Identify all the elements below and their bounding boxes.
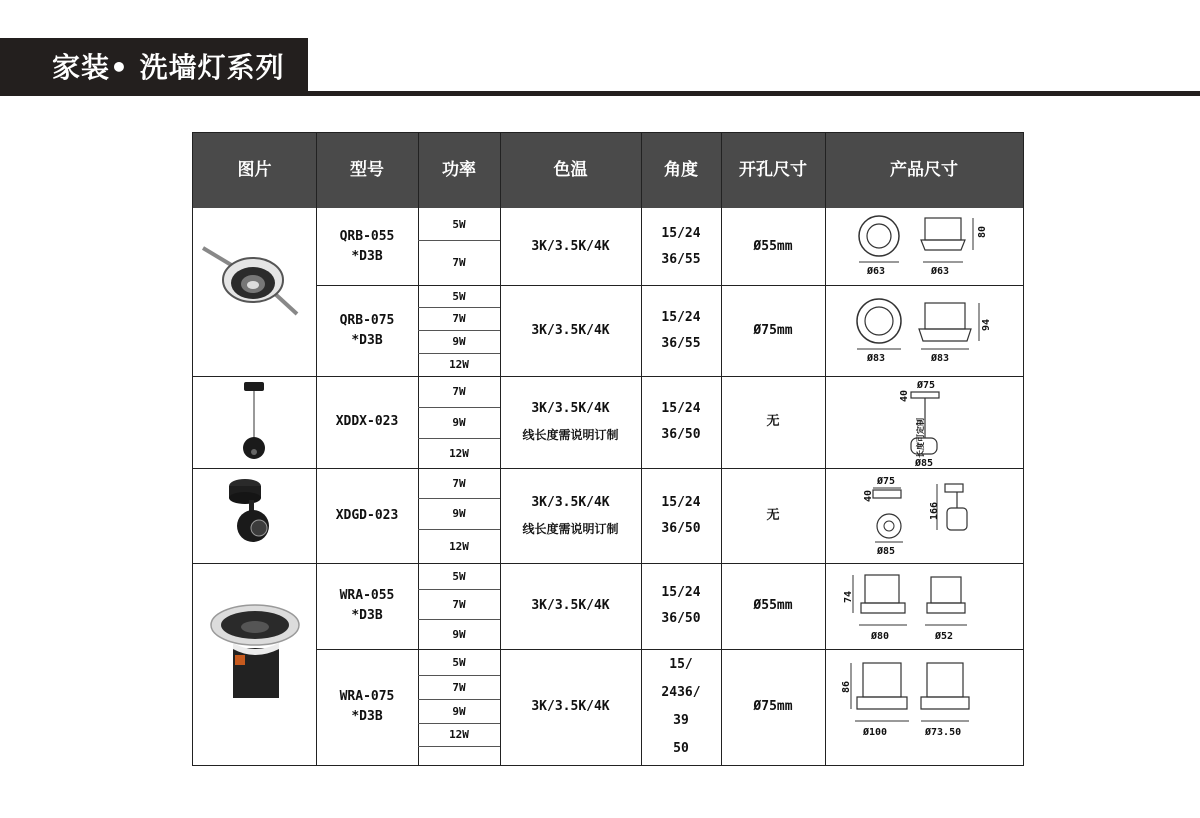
dim-label: Ø85 <box>877 546 896 557</box>
color-temp-cell <box>500 376 641 468</box>
dimension-drawing-qrb055 <box>825 208 1023 285</box>
angle-value: 36/50 <box>661 611 701 626</box>
watt-value: 7W <box>452 385 466 398</box>
color-temp-cell: 3K/3.5K/4K <box>531 699 610 714</box>
dimension-drawing-wra075 <box>825 649 1023 765</box>
col-header-angle: 角度 <box>664 160 698 180</box>
model-code: QRB-055 <box>339 228 395 244</box>
watt-value: 5W <box>452 655 466 669</box>
watt-value: 9W <box>452 507 466 520</box>
product-photo-wra <box>193 563 316 765</box>
watt-value: 7W <box>452 597 466 611</box>
dim-label: 80 <box>977 225 988 238</box>
angle-value: 36/50 <box>661 427 701 442</box>
dim-label: 40 <box>863 489 874 502</box>
watt-value: 9W <box>452 627 466 641</box>
model-suffix: *D3B <box>351 608 383 623</box>
dim-label: Ø75 <box>877 476 896 487</box>
dim-label: Ø73.50 <box>925 727 962 738</box>
dim-label: Ø63 <box>931 266 950 277</box>
dim-label: Ø52 <box>935 631 954 642</box>
table-header <box>193 133 1023 208</box>
model-cell <box>316 649 418 765</box>
cutout-cell: Ø75mm <box>753 699 793 714</box>
watt-value: 5W <box>452 289 466 303</box>
dim-label: Ø75 <box>917 380 936 391</box>
page-title: 家装• 洗墙灯系列 <box>52 51 285 84</box>
product-photo-qrb <box>193 208 316 376</box>
angle-value: 15/ <box>669 657 693 672</box>
angle-value: 36/55 <box>661 335 701 351</box>
watt-value: 7W <box>452 256 466 269</box>
angle-cell <box>641 649 721 765</box>
dimension-drawing-qrb075 <box>825 285 1023 376</box>
spec-table <box>192 132 1024 766</box>
watt-value: 7W <box>452 312 466 325</box>
angle-cell <box>641 285 721 376</box>
model-cell <box>316 208 418 285</box>
header-rule <box>0 91 1200 96</box>
dim-label: Ø80 <box>871 631 890 642</box>
cutout-cell: 无 <box>766 414 780 429</box>
dim-label: 86 <box>841 680 852 693</box>
cutout-cell: 无 <box>766 507 780 523</box>
dim-label: 94 <box>981 318 992 331</box>
model-code: WRA-075 <box>339 689 395 704</box>
model-suffix: *D3B <box>351 709 383 724</box>
angle-value: 15/24 <box>661 225 701 241</box>
color-temp-cell: 3K/3.5K/4K <box>531 598 610 613</box>
model-cell <box>316 285 418 376</box>
angle-value: 15/24 <box>661 494 701 510</box>
col-header-model: 型号 <box>350 160 384 180</box>
col-header-dimensions: 产品尺寸 <box>890 160 958 180</box>
angle-value: 36/50 <box>661 520 701 536</box>
color-temp-cell <box>500 468 641 563</box>
model-suffix: *D3B <box>351 248 383 264</box>
dim-label: Ø83 <box>931 353 950 364</box>
angle-value: 15/24 <box>661 401 701 416</box>
dim-label: Ø85 <box>915 458 934 469</box>
col-header-cutout: 开孔尺寸 <box>739 160 807 180</box>
angle-cell <box>641 208 721 285</box>
watt-value: 5W <box>452 217 466 231</box>
watt-value: 9W <box>452 704 466 718</box>
color-temp-cell: 3K/3.5K/4K <box>531 322 610 338</box>
model-cell: XDGD-023 <box>335 507 399 523</box>
model-cell <box>316 563 418 649</box>
cutout-cell: Ø75mm <box>753 322 793 338</box>
watt-value: 12W <box>449 446 469 460</box>
watt-value <box>418 746 500 765</box>
cutout-cell: Ø55mm <box>753 598 793 613</box>
angle-value: 36/55 <box>661 251 701 267</box>
col-header-image: 图片 <box>237 160 272 180</box>
angle-value: 39 <box>673 713 689 728</box>
dimension-drawing-wra055 <box>825 563 1023 649</box>
dim-label: 40 <box>899 389 910 402</box>
color-temp-cell: 3K/3.5K/4K <box>531 238 610 254</box>
angle-value: 15/24 <box>661 585 701 600</box>
watt-value: 7W <box>452 476 466 490</box>
dim-label: 166 <box>929 501 940 520</box>
angle-cell <box>641 376 721 468</box>
dimension-drawing-xddx <box>825 376 1023 468</box>
model-code: WRA-055 <box>339 588 395 603</box>
angle-value: 50 <box>673 741 689 756</box>
product-photo-xdgd <box>193 468 316 563</box>
watt-value: 12W <box>449 539 469 553</box>
angle-cell <box>641 468 721 563</box>
angle-cell <box>641 563 721 649</box>
angle-value: 2436/ <box>661 685 701 700</box>
color-temp-value: 3K/3.5K/4K <box>531 401 610 416</box>
dim-label: Ø83 <box>867 353 886 364</box>
model-suffix: *D3B <box>351 332 383 348</box>
col-header-color-temp: 色温 <box>553 160 588 180</box>
color-temp-value: 3K/3.5K/4K <box>531 494 610 510</box>
watt-value: 9W <box>452 335 466 348</box>
dim-label: Ø63 <box>867 266 886 277</box>
model-cell: XDDX-023 <box>335 414 399 429</box>
col-header-power: 功率 <box>442 160 476 180</box>
watt-value: 12W <box>449 728 469 741</box>
model-code: QRB-075 <box>339 312 395 328</box>
watt-value: 7W <box>452 680 466 694</box>
dimension-drawing-xdgd <box>825 468 1023 563</box>
dim-label: Ø100 <box>863 727 888 738</box>
product-photo-xddx <box>193 376 316 468</box>
cutout-cell: Ø55mm <box>753 238 793 254</box>
color-temp-note: 线长度需说明订制 <box>522 428 619 442</box>
watt-value: 5W <box>452 569 466 583</box>
color-temp-note: 线长度需说明订制 <box>522 521 619 536</box>
watt-value: 12W <box>449 358 469 371</box>
watt-value: 9W <box>452 416 466 429</box>
dim-label: 74 <box>843 590 854 603</box>
angle-value: 15/24 <box>661 309 701 325</box>
dim-label: 长度可定制 <box>916 418 925 458</box>
